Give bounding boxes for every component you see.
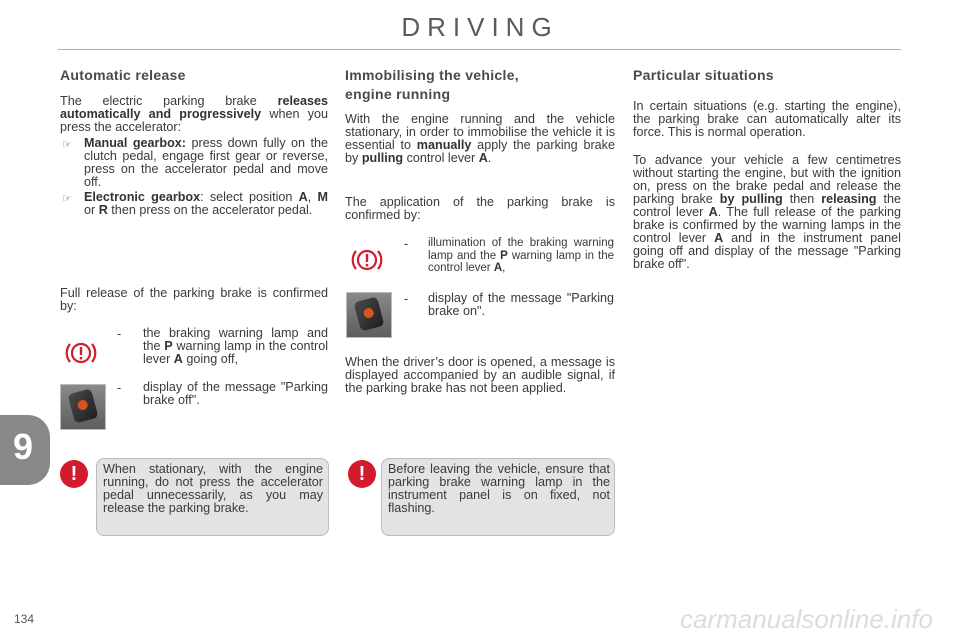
note-box-stationary — [96, 458, 329, 536]
particular-paragraph-2: To advance your vehicle a few centimetres without starting the engine, but with the ignition on, press on the brake pedal and release the parking brake by pulling then releasing the control lever A. The full release of the parking brake is confirmed by the warning lamps in the control lever A and in the instrument panel going off and display of the message "Parking brake off". — [633, 153, 901, 271]
dash-marker: - — [117, 327, 122, 341]
bullet-electronic-gearbox: Electronic gearbox: select position A, M or R then press on the accelerator pedal. — [84, 190, 328, 217]
particular-paragraph-1: In certain situations (e.g. starting the engine), the parking brake can automatically alter its force. This is normal operation. — [633, 99, 901, 139]
door-open-text: When the driver’s door is opened, a message is displayed accompanied by an audible signal, if the parking brake has not been applied. — [345, 355, 615, 395]
chapter-number: 9 — [13, 426, 34, 467]
pointing-hand-icon: ☞ — [62, 193, 72, 205]
release-item-message: display of the message "Parking brake off". — [143, 380, 328, 407]
watermark: carmanualsonline.info — [680, 604, 933, 634]
dash-marker: - — [404, 292, 409, 306]
apply-item-message: display of the message "Parking brake on". — [428, 291, 614, 318]
page-number: 134 — [14, 612, 35, 626]
immobilise-paragraph: With the engine running and the vehicle stationary, in order to immobilise the vehicle it is essential to manually apply the parking brake by pulling control lever A. — [345, 112, 615, 165]
full-release-text: Full release of the parking brake is confirmed by: — [60, 286, 328, 313]
note-text: Before leaving the vehicle, ensure that parking brake warning lamp in the instrument panel is on fixed, not flashing. — [388, 462, 610, 515]
heading-automatic-release: Automatic release — [60, 67, 186, 83]
header-divider — [58, 49, 901, 50]
apply-item-warning-lamp: illumination of the braking warning lamp and the P warning lamp in the control lever A, — [428, 237, 614, 274]
pointing-hand-icon: ☞ — [62, 139, 72, 151]
parking-brake-lever-icon — [346, 292, 392, 338]
heading-particular-situations: Particular situations — [633, 67, 774, 83]
exclamation-icon: ! — [60, 460, 88, 488]
exclamation-icon: ! — [348, 460, 376, 488]
heading-immobilising: Immobilising the vehicle, — [345, 67, 519, 83]
application-confirm-text: The application of the parking brake is confirmed by: — [345, 195, 615, 222]
page-title: DRIVING — [401, 12, 559, 42]
dash-marker: - — [117, 381, 122, 395]
parking-brake-lever-icon — [60, 384, 106, 430]
release-item-warning-lamp: the braking warning lamp and the P warning lamp in the control lever A going off, — [143, 326, 328, 366]
note-text: When stationary, with the engine running, do not press the accelerator pedal unnecessarily, as you may release the parking brake. — [103, 462, 323, 515]
brake-warning-icon — [64, 338, 98, 368]
note-box-before-leaving — [381, 458, 615, 536]
intro-paragraph: The electric parking brake releases automatically and progressively when you press the accelerator: — [60, 94, 328, 134]
dash-marker: - — [404, 237, 409, 251]
bullet-manual-gearbox: Manual gearbox: press down fully on the clutch pedal, engage first gear or reverse, press on the accelerator pedal and move off. — [84, 136, 328, 189]
heading-immobilising-line2: engine running — [345, 86, 451, 102]
brake-warning-icon — [350, 245, 384, 275]
